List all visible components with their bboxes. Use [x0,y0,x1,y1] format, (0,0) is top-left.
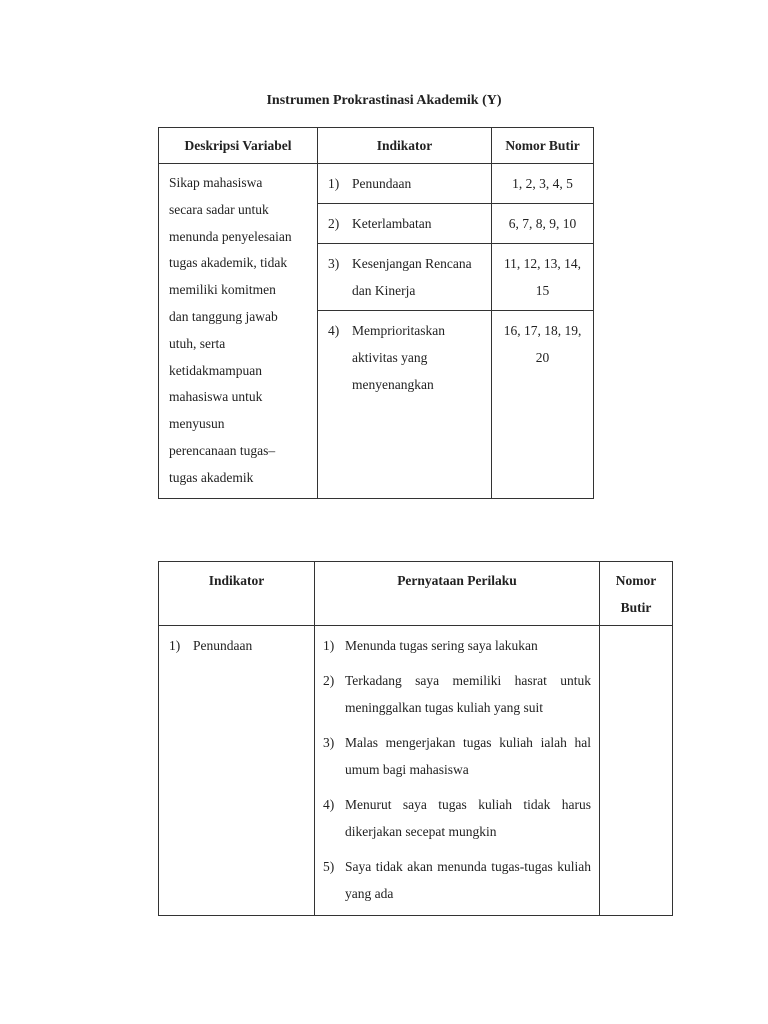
instrument-table [158,127,594,499]
indikator-label: Memprioritaskan aktivitas yang menyenangkan [352,323,445,392]
desc-line: Sikap mahasiswa [169,175,263,190]
desc-line: memiliki komitmen [169,282,276,298]
desc-line: secara sadar untuk [169,201,269,217]
nomor-butir-cell [600,626,673,916]
header-deskripsi-variabel: Deskripsi Variabel [159,128,318,164]
indikator-number: 1) [169,638,181,653]
header-nomor-butir: Nomor Butir [492,128,594,164]
indikator-label: Keterlambatan [352,216,432,231]
document-title: Instrumen Prokrastinasi Akademik (Y) [266,93,502,108]
indikator-number: 3) [328,256,340,271]
header-indikator: Indikator [318,128,492,164]
indikator-number: 1) [328,176,340,191]
desc-line: tugas akademik [169,469,254,485]
indikator-label: Penundaan [352,176,412,191]
nomor-butir-cell: 11, 12, 13, 14, 15 [492,244,594,311]
table-row [159,164,594,204]
statement-text: Terkadang saya memiliki hasrat untuk meninggalkan tugas kuliah yang suit [345,673,591,715]
desc-line: utuh, serta [169,335,226,351]
list-item [323,791,591,845]
nomor-butir-cell: 1, 2, 3, 4, 5 [492,164,594,204]
statement-text: Malas mengerjakan tugas kuliah ialah hal umum bagi mahasiswa [345,735,591,777]
desc-line: perencanaan tugas– [169,442,276,458]
list-item [323,853,591,907]
desc-line: mahasiswa untuk [169,389,263,405]
list-item [323,729,591,783]
list-item [323,667,591,721]
deskripsi-variabel-cell [159,164,318,499]
statement-number: 1) [323,638,335,653]
indikator-cell [318,164,492,204]
indikator-cell [318,204,492,244]
desc-line: ketidakmampuan [169,362,262,378]
statement-number: 5) [323,859,335,874]
table-row [159,626,673,916]
table-header-row [159,128,594,164]
indikator-cell [159,626,315,916]
header-nomor-butir: Nomor Butir [600,562,673,626]
header-indikator: Indikator [159,562,315,626]
statement-number: 4) [323,797,335,812]
statement-number: 2) [323,673,335,688]
header-pernyataan-perilaku: Pernyataan Perilaku [315,562,600,626]
indikator-label: Kesenjangan Rencana dan Kinerja [352,256,472,298]
pernyataan-cell [315,626,600,916]
indikator-cell [318,244,492,311]
statement-text: Saya tidak akan menunda tugas-tugas kuliah yang ada [345,859,591,901]
desc-line: menyusun [169,416,225,432]
desc-line: dan tanggung jawab [169,308,278,324]
statement-text: Menurut saya tugas kuliah tidak harus dikerjakan secepat mungkin [345,797,591,839]
indikator-number: 2) [328,216,340,231]
nomor-butir-cell: 16, 17, 18, 19, 20 [492,311,594,499]
desc-line: menunda penyelesaian [169,228,292,244]
statement-text: Menunda tugas sering saya lakukan [345,638,538,653]
table-header-row [159,562,673,626]
list-item [323,632,591,659]
indikator-number: 4) [328,323,340,338]
indikator-cell [318,311,492,499]
nomor-butir-cell: 6, 7, 8, 9, 10 [492,204,594,244]
statement-number: 3) [323,735,335,750]
statement-table [158,561,673,916]
indikator-label: Penundaan [193,638,253,653]
desc-line: tugas akademik, tidak [169,255,288,271]
